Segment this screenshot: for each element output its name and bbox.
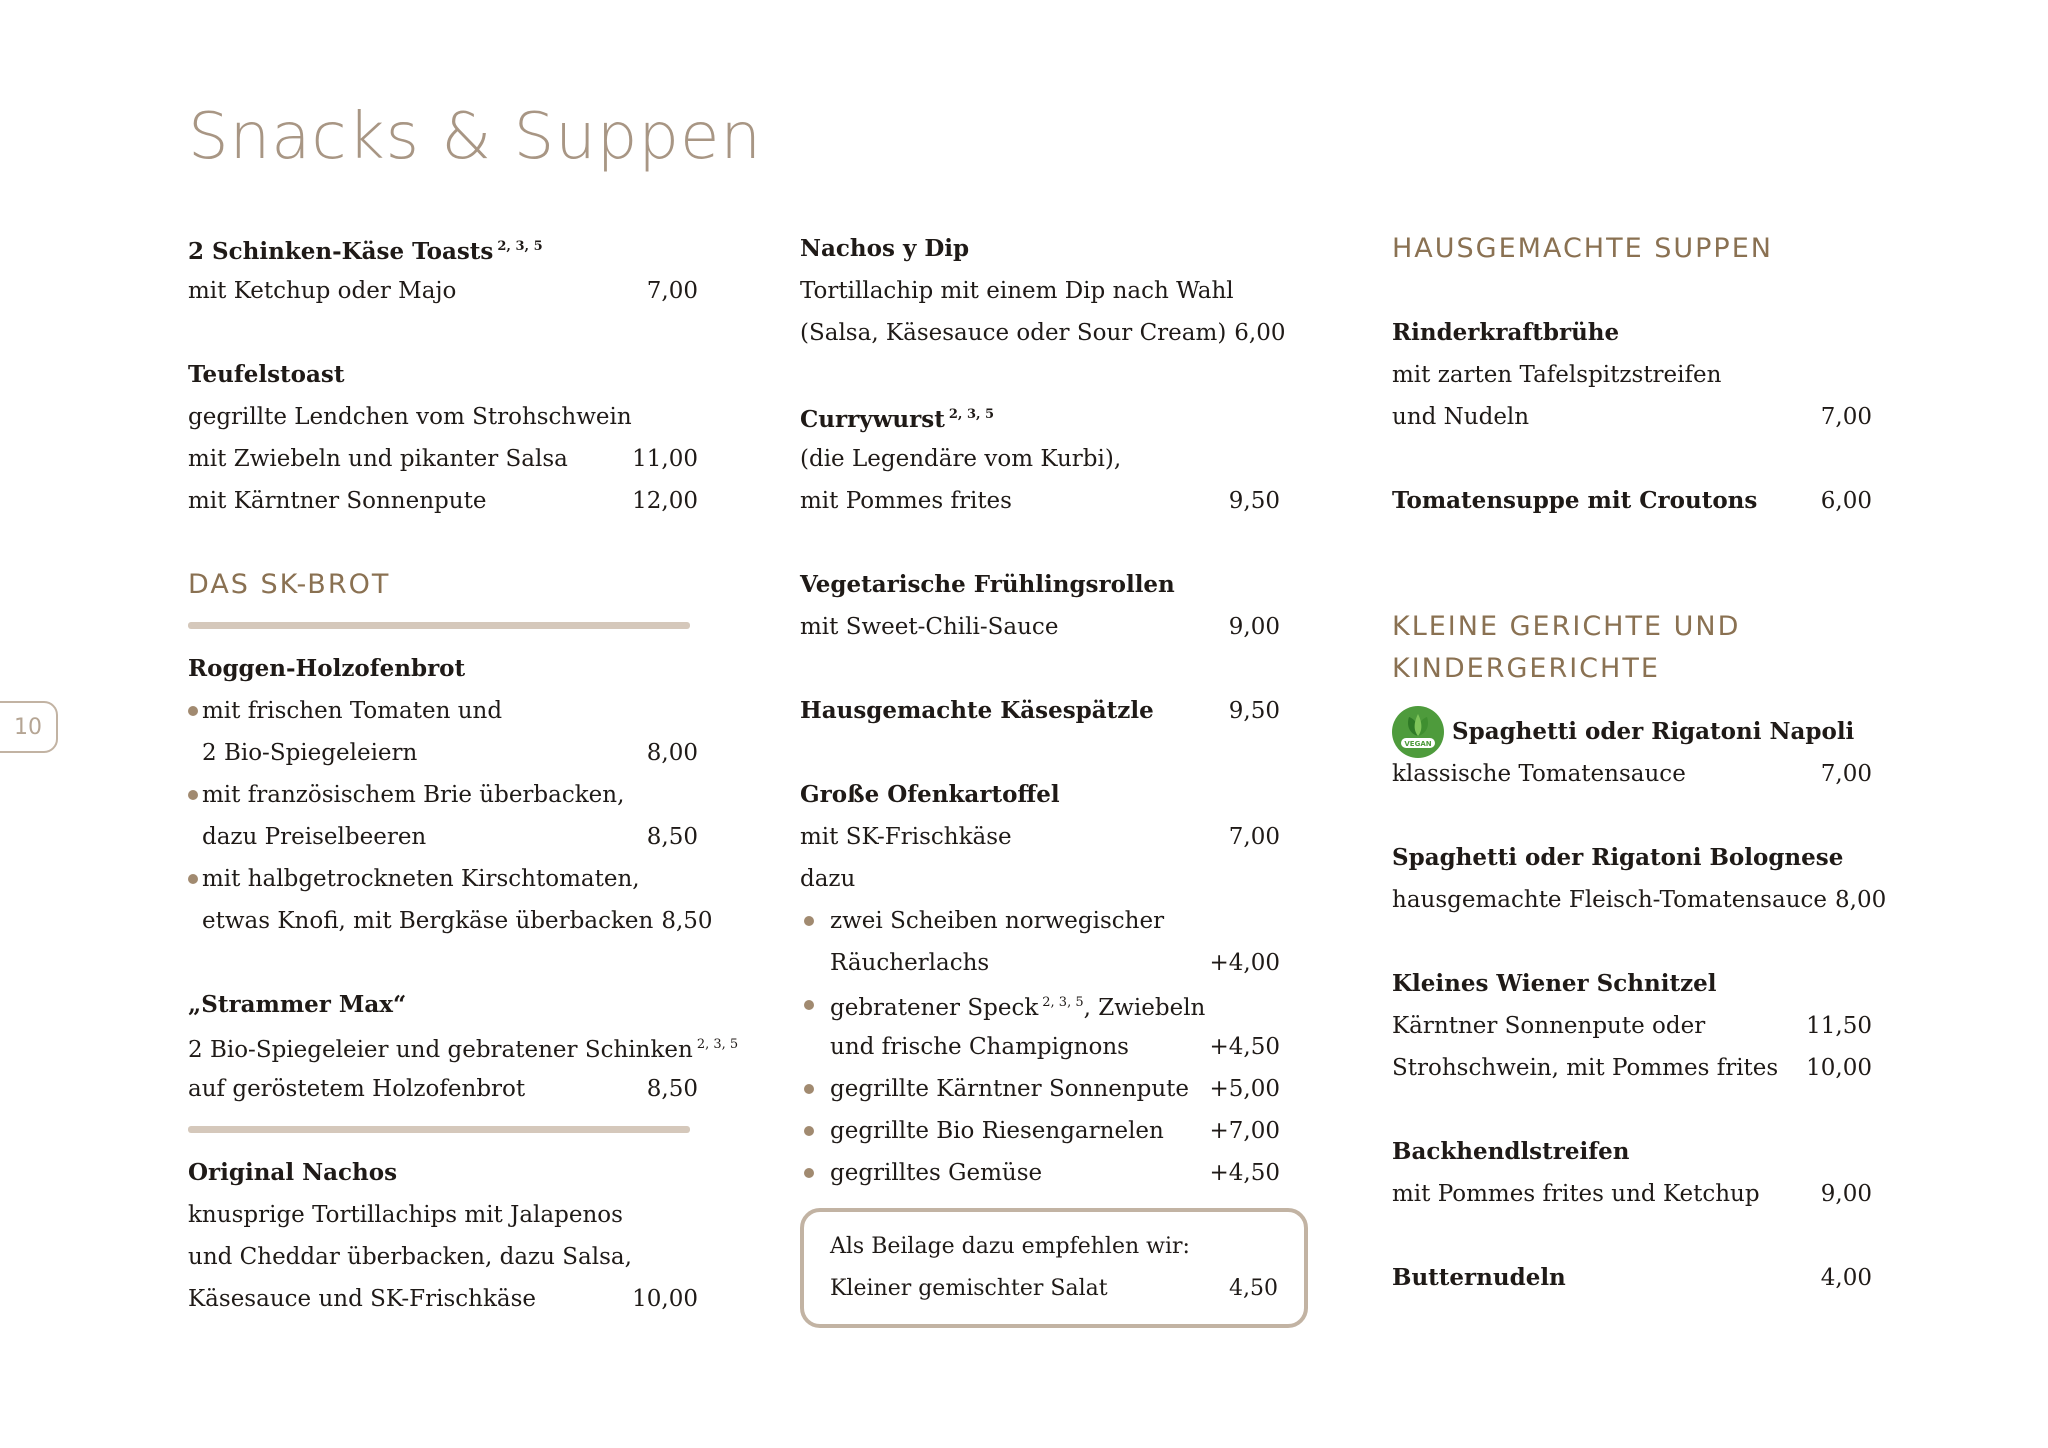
price: 8,00 [1835, 887, 1887, 913]
menu-item-title: Butternudeln 4,00 [1392, 1257, 1872, 1299]
price: +5,00 [1209, 1076, 1280, 1102]
menu-item-extra: zwei Scheiben norwegischer [800, 900, 1280, 942]
menu-item-line: mit Kärntner Sonnenpute 12,00 [188, 480, 698, 522]
price: 7,00 [1228, 824, 1280, 850]
price: 8,50 [646, 824, 698, 850]
price: 7,00 [646, 278, 698, 304]
menu-item-line: hausgemachte Fleisch-Tomatensauce 8,00 [1392, 879, 1872, 921]
price: +4,50 [1209, 1034, 1280, 1060]
menu-item-line: Käsesauce und SK-Frischkäse 10,00 [188, 1278, 698, 1320]
menu-item-extra: gegrilltes Gemüse +4,50 [800, 1152, 1280, 1194]
bullet-icon [804, 1168, 814, 1178]
menu-item-title: Hausgemachte Käsespätzle 9,50 [800, 690, 1280, 732]
price: 12,00 [632, 488, 698, 514]
column-soups [1392, 228, 1887, 1299]
page-number: 10 [0, 701, 58, 753]
vegan-badge-icon [1392, 706, 1444, 758]
price: 9,00 [1820, 1181, 1872, 1207]
menu-item-title: 2 Schinken-Käse Toasts $^{2, 3, 5}$ [188, 237, 543, 265]
section-heading: KINDERGERICHTE [1392, 653, 1660, 684]
price: 6,00 [1234, 320, 1286, 346]
side-dish-line: Kleiner gemischter Salat 4,50 [830, 1268, 1278, 1310]
menu-item-title: Vegetarische Frühlingsrollen [800, 571, 1175, 598]
menu-item-line: mit Pommes frites und Ketchup 9,00 [1392, 1173, 1872, 1215]
menu-item-extra: gebratener Speck $^{2, 3, 5}$, Zwiebeln [800, 984, 1280, 1026]
bullet-icon [804, 1000, 814, 1010]
price: +4,50 [1209, 1160, 1280, 1186]
price: 4,50 [1229, 1276, 1278, 1301]
menu-item-title: Rinderkraftbrühe [1392, 319, 1620, 346]
price: 9,50 [1228, 698, 1280, 724]
section-divider [188, 622, 690, 629]
price: +4,00 [1209, 950, 1280, 976]
menu-item-title: Kleines Wiener Schnitzel [1392, 970, 1717, 997]
price: 8,00 [646, 740, 698, 766]
bullet-icon [188, 790, 198, 800]
section-heading: KLEINE GERICHTE UND [1392, 611, 1741, 642]
price: 9,00 [1228, 614, 1280, 640]
menu-item-title: „Strammer Max“ [188, 991, 407, 1018]
menu-item-line: 2 Bio-Spiegeleiern 8,00 [188, 732, 698, 774]
menu-item-title: Nachos y Dip [800, 235, 970, 262]
menu-item-line: gegrillte Lendchen vom Strohschwein [188, 404, 632, 430]
price: 11,00 [632, 446, 698, 472]
price: 6,00 [1820, 488, 1872, 514]
bullet-icon [804, 916, 814, 926]
price: 8,50 [646, 1076, 698, 1102]
bullet-icon [804, 1126, 814, 1136]
menu-item-line: (Salsa, Käsesauce oder Sour Cream) 6,00 [800, 312, 1280, 354]
menu-item-line: mit Pommes frites 9,50 [800, 480, 1280, 522]
menu-item-line: (die Legendäre vom Kurbi), [800, 446, 1122, 472]
bullet-icon [188, 706, 198, 716]
menu-item-line: mit Ketchup oder Majo 7,00 [188, 270, 698, 312]
price: 7,00 [1820, 761, 1872, 787]
section-divider [188, 1126, 690, 1133]
column-snacks-2 [800, 228, 1286, 1328]
menu-item-title: Original Nachos [188, 1159, 398, 1186]
menu-item-title: Spaghetti oder Rigatoni Bolognese [1392, 844, 1844, 871]
price: 8,50 [661, 908, 713, 934]
price: 9,50 [1228, 488, 1280, 514]
menu-item-line: dazu Preiselbeeren 8,50 [188, 816, 698, 858]
menu-item-line: und frische Champignons +4,50 [800, 1026, 1280, 1068]
menu-item-title: VEGAN Spaghetti oder Rigatoni Napoli [1392, 706, 1872, 758]
side-dish-intro: Als Beilage dazu empfehlen wir: [830, 1234, 1190, 1259]
menu-item-option: mit frischen Tomaten und [188, 690, 698, 732]
menu-item-line: knusprige Tortillachips mit Jalapenos [188, 1202, 623, 1228]
price: 4,00 [1820, 1265, 1872, 1291]
menu-item-title: Teufelstoast [188, 361, 345, 388]
bullet-icon [188, 874, 198, 884]
menu-item-option: mit halbgetrockneten Kirschtomaten, [188, 858, 698, 900]
menu-item-line: 2 Bio-Spiegeleier und gebratener Schinken $^{2, 3, 5}$ [188, 1036, 739, 1063]
menu-item-line: und Nudeln 7,00 [1392, 396, 1872, 438]
price: 10,00 [632, 1286, 698, 1312]
menu-item-title: Große Ofenkartoffel [800, 781, 1060, 808]
menu-item-line: Kärntner Sonnenpute oder 11,50 [1392, 1005, 1872, 1047]
menu-item-extra: gegrillte Kärntner Sonnenpute +5,00 [800, 1068, 1280, 1110]
menu-item-line: etwas Knofi, mit Bergkäse überbacken 8,50 [188, 900, 698, 942]
svg-text:VEGAN: VEGAN [1404, 740, 1432, 748]
side-dish-box [800, 1208, 1308, 1328]
menu-item-line: Tortillachip mit einem Dip nach Wahl [800, 278, 1234, 304]
menu-item-option: mit französischem Brie überbacken, [188, 774, 698, 816]
page-title: Snacks & Suppen [188, 100, 762, 174]
price: +7,00 [1209, 1118, 1280, 1144]
menu-item-line: Räucherlachs +4,00 [800, 942, 1280, 984]
section-heading: DAS SK-BROT [188, 569, 391, 600]
menu-item-line: mit Zwiebeln und pikanter Salsa 11,00 [188, 438, 698, 480]
menu-item-line: mit Sweet-Chili-Sauce 9,00 [800, 606, 1280, 648]
menu-item-line: dazu [800, 866, 856, 892]
menu-item-title: Tomatensuppe mit Croutons 6,00 [1392, 480, 1872, 522]
menu-item-line: klassische Tomatensauce 7,00 [1392, 753, 1872, 795]
menu-item-title: Backhendlstreifen [1392, 1138, 1630, 1165]
bullet-icon [804, 1084, 814, 1094]
menu-item-extra: gegrillte Bio Riesengarnelen +7,00 [800, 1110, 1280, 1152]
menu-item-line: Strohschwein, mit Pommes frites 10,00 [1392, 1047, 1872, 1089]
menu-item-title: Roggen-Holzofenbrot [188, 655, 466, 682]
menu-item-line: mit SK-Frischkäse 7,00 [800, 816, 1280, 858]
price: 7,00 [1820, 404, 1872, 430]
menu-item-title: Currywurst $^{2, 3, 5}$ [800, 405, 995, 433]
section-heading: HAUSGEMACHTE SUPPEN [1392, 233, 1773, 264]
menu-item-line: und Cheddar überbacken, dazu Salsa, [188, 1244, 632, 1270]
price: 11,50 [1806, 1013, 1872, 1039]
menu-item-line: mit zarten Tafelspitzstreifen [1392, 362, 1722, 388]
price: 10,00 [1806, 1055, 1872, 1081]
menu-item-line: auf geröstetem Holzofenbrot 8,50 [188, 1068, 698, 1110]
column-snacks [188, 228, 739, 1320]
